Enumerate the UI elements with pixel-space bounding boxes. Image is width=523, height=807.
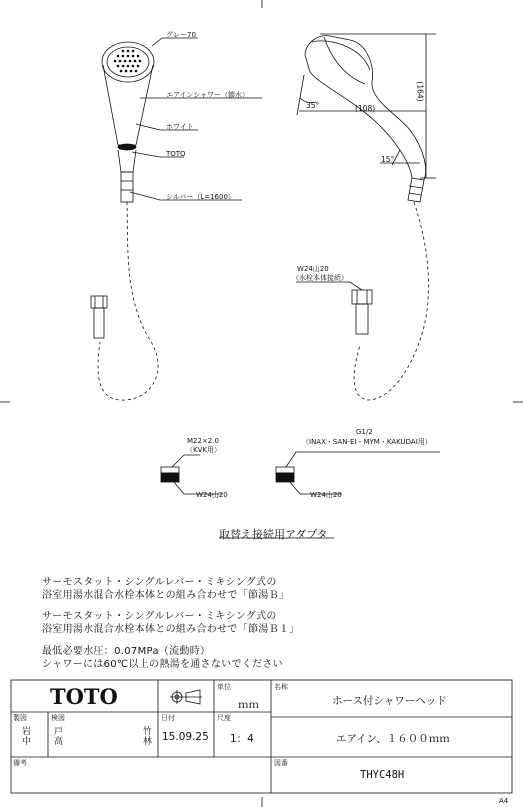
adapter-kvk-label: （KVK用） <box>186 446 221 454</box>
note-line-4: 浴室用湯水混合水栓本体との組み合わせで「節湯Ｂ１」 <box>42 624 300 635</box>
callout-grey: グレー70 <box>166 31 196 39</box>
checked-name-1: 戸 <box>54 727 64 737</box>
adapter-section-title: 取替え接続用アダプタ <box>219 528 328 541</box>
adapter-w24-left-label: W24山20 <box>196 491 228 499</box>
checked-name-4: 林 <box>143 737 153 747</box>
adapter-w24-right-label: W24山20 <box>310 491 342 499</box>
brand-logo: TOTO <box>50 684 118 709</box>
checked-name-3: 竹 <box>143 727 153 737</box>
dimension-angle-15: 15° <box>381 155 395 164</box>
checked-label: 検図 <box>51 714 65 722</box>
paper-size: A4 <box>499 797 509 805</box>
callout-white: ホワイト <box>166 123 194 131</box>
note-line-2: 浴室用湯水混合水栓本体との組み合わせで「節湯Ｂ」 <box>42 590 290 601</box>
spec-value: エアイン、１６００ｍｍ <box>336 733 450 745</box>
scale-value: 1：4 <box>230 733 254 745</box>
note-line-3: サーモスタット・シングルレバー・ミキシング式の <box>42 611 277 622</box>
date-value: 15.09.25 <box>162 731 209 743</box>
callout-air-shower: エアインシャワー（節水） <box>166 91 250 99</box>
dimension-length-108: (108) <box>355 104 376 113</box>
drawn-name-1: 岩 <box>22 727 32 737</box>
date-label: 日付 <box>161 714 175 722</box>
callout-toto: TOTO <box>166 150 186 158</box>
adapter-brands-label: （INAX・SAN-EI・MYM・KAKUDAI用） <box>302 438 432 446</box>
note-line-5: 最低必要水圧：0.07MPa（流動時） <box>42 646 211 657</box>
dimension-angle-35: 35° <box>306 101 320 110</box>
remarks-label: 備考 <box>13 759 27 767</box>
note-line-1: サーモスタット・シングルレバー・ミキシング式の <box>42 577 277 588</box>
drawing-no-value: THYC48H <box>360 769 405 781</box>
scale-label: 尺度 <box>217 714 231 722</box>
drawn-label: 製図 <box>13 714 27 722</box>
drawn-name-2: 中 <box>22 737 32 747</box>
drawing-no-label: 図番 <box>274 759 288 767</box>
name-label: 名称 <box>274 683 288 691</box>
checked-name-2: 高 <box>54 737 64 747</box>
adapter-g12-label: G1/2 <box>356 428 373 436</box>
callout-w24-main: W24山20 <box>297 265 329 273</box>
name-value: ホース付シャワーヘッド <box>332 695 447 707</box>
adapter-m22-label: M22×2.0 <box>187 437 219 445</box>
unit-value: ｍｍ <box>238 699 259 711</box>
unit-label: 単位 <box>217 683 231 691</box>
note-line-6: シャワーには60℃以上の熱湯を通さないでください <box>42 659 283 670</box>
dimension-height-164: (164) <box>415 81 425 102</box>
callout-silver: シルバー（L=1600） <box>166 193 235 201</box>
callout-w24-main-sub: （水栓本体接続） <box>292 274 348 282</box>
